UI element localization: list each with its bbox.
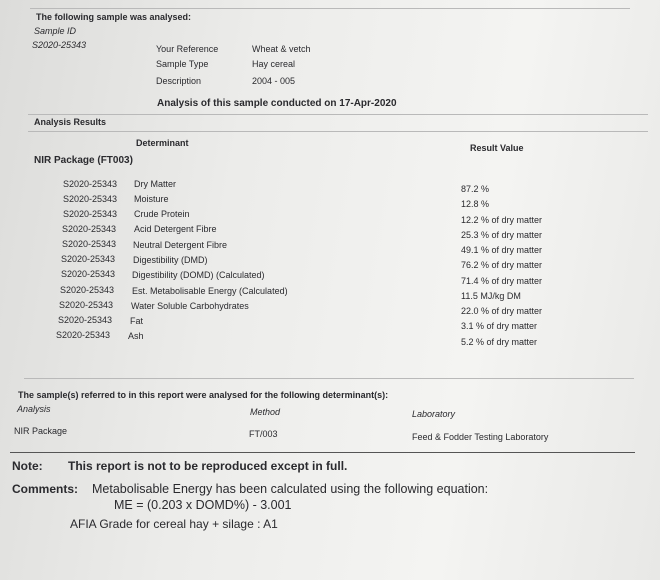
analysis-name: NIR Package: [14, 426, 68, 436]
row-value: 12.8 %: [461, 199, 490, 209]
row-determinant: Moisture: [134, 194, 169, 204]
row-sample-id: S2020-25343: [61, 269, 116, 279]
your-reference-label: Your Reference: [156, 44, 219, 54]
row-determinant: Ash: [128, 331, 144, 341]
comment-line-3: AFIA Grade for cereal hay + silage : A1: [70, 517, 278, 531]
intro-text: The following sample was analysed:: [36, 12, 192, 22]
row-value: 49.1 % of dry matter: [461, 245, 543, 255]
method-code: FT/003: [249, 429, 278, 439]
row-determinant: Neutral Detergent Fibre: [133, 240, 228, 250]
row-determinant: Digestibility (DOMD) (Calculated): [132, 270, 265, 280]
row-sample-id: S2020-25343: [62, 224, 117, 234]
col-method: Method: [250, 407, 281, 417]
results-top-rule: [28, 114, 648, 115]
sample-type-label: Sample Type: [156, 59, 209, 69]
row-sample-id: S2020-25343: [60, 285, 115, 295]
row-sample-id: S2020-25343: [56, 330, 111, 340]
comments-label: Comments:: [12, 482, 79, 496]
methods-top-rule: [24, 378, 634, 379]
top-rule: [30, 8, 630, 9]
row-value: 3.1 % of dry matter: [461, 321, 538, 331]
note-label: Note:: [12, 459, 43, 473]
sample-type-value: Hay cereal: [252, 59, 296, 69]
laboratory-name: Feed & Fodder Testing Laboratory: [412, 432, 549, 442]
col-result-value: Result Value: [470, 143, 524, 153]
row-value: 87.2 %: [461, 184, 490, 194]
row-determinant: Est. Metabolisable Energy (Calculated): [132, 286, 288, 296]
row-value: 71.4 % of dry matter: [461, 276, 543, 286]
row-determinant: Crude Protein: [134, 209, 190, 219]
description-label: Description: [156, 76, 202, 86]
row-value: 12.2 % of dry matter: [461, 215, 543, 225]
row-value: 25.3 % of dry matter: [461, 230, 543, 240]
row-value: 22.0 % of dry matter: [461, 306, 543, 316]
row-determinant: Acid Detergent Fibre: [134, 224, 217, 234]
col-laboratory: Laboratory: [412, 409, 456, 419]
row-sample-id: S2020-25343: [59, 300, 114, 310]
footer-rule: [10, 452, 635, 453]
analysis-date: Analysis of this sample conducted on 17-Apr-2020: [157, 98, 397, 109]
description-value: 2004 - 005: [252, 76, 296, 86]
col-analysis: Analysis: [17, 404, 51, 414]
row-sample-id: S2020-25343: [63, 179, 118, 189]
row-determinant: Dry Matter: [134, 179, 177, 189]
methods-intro: The sample(s) referred to in this report were analysed for the following determinant(s):: [18, 390, 389, 400]
your-reference-value: Wheat & vetch: [252, 44, 311, 54]
note-text: This report is not to be reproduced except in full.: [68, 459, 348, 473]
sample-id-label: Sample ID: [34, 26, 77, 36]
package-title: NIR Package (FT003): [34, 155, 133, 166]
results-header-rule: [28, 131, 648, 132]
row-sample-id: S2020-25343: [58, 315, 113, 325]
row-sample-id: S2020-25343: [62, 239, 117, 249]
comment-line-2: ME = (0.203 x DOMD%) - 3.001: [114, 498, 292, 512]
row-determinant: Digestibility (DMD): [133, 255, 208, 265]
row-sample-id: S2020-25343: [63, 209, 118, 219]
row-value: 11.5 MJ/kg DM: [461, 291, 521, 301]
sample-id-value: S2020-25343: [32, 40, 87, 50]
row-value: 76.2 % of dry matter: [461, 260, 543, 270]
row-sample-id: S2020-25343: [63, 194, 118, 204]
row-determinant: Water Soluble Carbohydrates: [131, 301, 249, 311]
row-value: 5.2 % of dry matter: [461, 337, 538, 347]
results-section-title: Analysis Results: [34, 117, 107, 127]
row-determinant: Fat: [130, 316, 144, 326]
comment-line-1: Metabolisable Energy has been calculated using the following equation:: [92, 482, 489, 496]
col-determinant: Determinant: [136, 138, 189, 148]
row-sample-id: S2020-25343: [61, 254, 116, 264]
